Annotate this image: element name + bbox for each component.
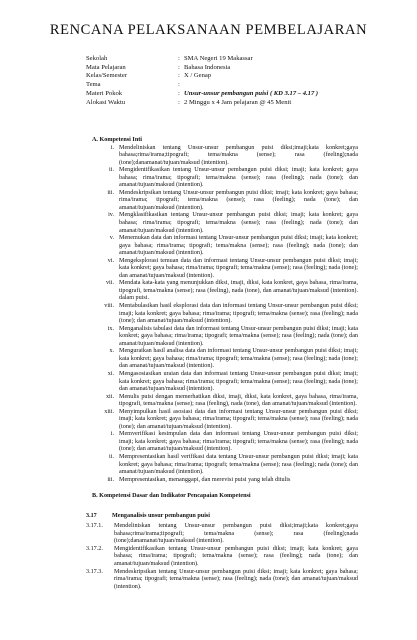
list-item-text: Mengklasifikasikan tentang Unsur-unsur pembangun puisi diksi; imaji; kata konkret; gaya bahasa; rima/irama; tipografi; tema/makna (sense); rasa (feeling); nada (tone); dan amanat/tujuan/maksud (intention). (119, 212, 358, 234)
meta-key: Alokasi Waktu (86, 98, 126, 106)
list-item (86, 145, 358, 168)
meta-row-school: Sekolah : SMA Negeri 19 Makassar (86, 55, 253, 62)
indicator-text: Mengidentifikasikan tentang Unsur-unsur pembangun puisi diksi; imaji; kata konkret; gaya bahasa; rima/irama; tipografi; tema/makna (sense); rasa (feeling); nada (tone); dan amanat/tujuan/maksud (intention). (114, 545, 358, 567)
list-item (86, 431, 358, 454)
list-item-number: vi. (107, 257, 114, 264)
list-item-number: ii. (109, 167, 114, 174)
list-item-number: iii. (107, 189, 114, 196)
meta-value: 2 Minggu x 4 Jam pelajaran @ 45 Menit (184, 98, 292, 106)
identity-table (86, 55, 318, 107)
list-item-text: Memverifikasi kesimpulan data dan informasi tentang Unsur-unsur pembangun puisi diksi; imaji; kata konkret; gaya bahasa; rima/irama; tipografi; tema/makna (sense); rasa (feeling); nada (tone); dan amanat/tujuan/maksud (intention). (119, 431, 358, 453)
list-item-text: Mengeksplorasi temuan data dan informasi tentang Unsur-unsur pembangun puisi diksi; imaji; kata konkret; gaya bahasa; rima/irama; tipografi; tema/makna (sense); rasa (feeling); nada (tone); dan amanat/tujuan/maksud (intention). (119, 257, 358, 279)
list-item-text: Menyimpulkan hasil asosiasi data dan informasi tentang Unsur-unsur pembangun puisi diksi; imaji; kata konkret; gaya bahasa; rima/irama; tipografi; tema/makna (sense); rasa (feeling); nada (tone); dan amanat/tujuan/maksud (intention). (119, 408, 358, 430)
indicator-number: 3.17.2. (86, 545, 103, 552)
meta-value: X / Genap (184, 72, 212, 80)
list-item (86, 454, 358, 477)
kd-list (86, 523, 358, 591)
list-item-text: Mengasosiasikan uraian data dan informasi tentang Unsur-unsur pembangun puisi diksi; imaji; kata konkret; gaya bahasa; rima/irama; tipografi; tema/makna (sense); rasa (feeling); nada (tone); dan amanat/tujuan/maksud (intention). (119, 370, 358, 393)
list-item-number: i. (110, 431, 114, 438)
indicator-item (86, 546, 358, 569)
list-item (86, 258, 358, 281)
list-item-text: Menguraikan hasil analisa data dan informasi tentang Unsur-unsur pembangun puisi diksi; imaji; kata konkret; gaya bahasa; rima/irama; tipografi; tema/makna (sense); rasa (feeling); nada (tone); dan amanat/tujuan/maksud (intention). (119, 348, 358, 370)
list-item-text: Mentabulasikan hasil eksplorasi data dan informasi tentang Unsur-unsur pembangun puisi diksi; imaji; kata konkret; gaya bahasa; rima/irama; tipografi; tema/makna (sense); rasa (feeling); nada (tone); dan amanat/tujuan/maksud (intention). (119, 303, 358, 325)
list-item-number: ix. (107, 325, 114, 332)
list-item (86, 167, 358, 190)
list-item-number: iv. (108, 212, 114, 219)
meta-key: Mata Pelajaran (86, 63, 126, 71)
list-item-text: Menulis puisi dengan memerhatikan diksi, imaji, diksi, kata konkret, gaya bahasa, rima/irama, tipografi, tema/makna (sense); rasa (feeling), nada (tone), dan amanat/tujuan/maksud (intention). (119, 393, 358, 408)
list-item (86, 303, 358, 326)
list-item-text: Mendeskripsikan tentang Unsur-unsur pembangun puisi diksi; imaji; kata konkret; gaya bahasa; rima/irama; tipografi; tema/makna (sense); rasa (feeling); nada (tone); dan amanat/tujuan/maksud (intention). (119, 189, 358, 211)
meta-row-time: Alokasi Waktu : 2 Minggu x 4 Jam pelajaran @ 45 Menit (86, 98, 292, 106)
meta-key: Sekolah (86, 55, 108, 62)
meta-value: Bahasa Indonesia (184, 63, 231, 71)
meta-row-class: Kelas/Semester : X / Genap (86, 72, 212, 80)
section-heading: A. Kompetensi Inti (92, 137, 142, 143)
list-item (86, 235, 358, 258)
ki-list (86, 145, 358, 485)
meta-key: Tema (86, 81, 101, 89)
indicator-number: 3.17.1. (86, 523, 103, 530)
list-item (86, 326, 358, 349)
list-item-text: Mempresentasikan hasil verifikasi data tentang Unsur-unsur pembangun puisi diksi; imaji; kata konkret; gaya bahasa; rima/irama; tipografi; tema/makna (sense); rasa (feeling); nada (tone); dan amanat/tujuan/maksud (intention). (119, 453, 358, 476)
list-item (86, 212, 358, 235)
indicator-number: 3.17.3. (86, 568, 103, 575)
list-item-text: Menganalisis tabulasi data dan informasi tentang Unsur-unsur pembangun puisi diksi; imaji; kata konkret; gaya bahasa; rima/irama; tipografi; tema/makna (sense); rasa (feeling); nada (tone); dan amanat/tujuan/maksud (intention). (119, 325, 358, 347)
kd-heading (86, 513, 358, 521)
list-item-number: i. (110, 144, 114, 151)
meta-key: Kelas/Semester (86, 72, 128, 80)
list-item (86, 409, 358, 432)
kd-title: Menganalisis unsur pembangun puisi (112, 512, 211, 519)
list-item-number: x. (109, 348, 114, 355)
list-item-text: Mendeliniskan tentang Unsur-unsur pembangun puisi diksi;imaji;kata konkret;gaya bahasa;rima/irama;tipografi; tema/makna (sense); rasa (feeling);nada (tone);danamanat/tujuan/maksud (intention). (119, 144, 358, 166)
list-item-number: vii. (105, 280, 114, 287)
kd-number: 3.17 (86, 512, 97, 519)
page-title: RENCANA PELAKSANAAN PEMBELAJARAN (49, 22, 368, 38)
indicator-text: Mendeskripsikan tentang Unsur-unsur pembangun puisi diksi; imaji; kata konkret; gaya bahasa; rima/irama; tipografi; tema/makna (sense); rasa (feeling); nada (tone); dan amanat/tujuan/maksud (intention). (114, 568, 358, 590)
meta-value: SMA Negeri 19 Makassar (184, 55, 253, 62)
meta-value: Unsur-unsur pembangun puisi ( KD 3.17 – 4.17 ) (184, 89, 319, 97)
list-item-number: xii. (105, 393, 114, 400)
meta-key: Materi Pokok (86, 89, 123, 97)
list-item (86, 394, 358, 409)
list-item-number: xi. (107, 370, 114, 377)
list-item-number: v. (109, 235, 114, 242)
list-item (86, 371, 358, 394)
document-body (86, 137, 358, 591)
indicator-item (86, 523, 358, 546)
meta-row-subject: Mata Pelajaran : Bahasa Indonesia (86, 63, 231, 71)
list-item-text: Mengidentifikasikan tentang Unsur-unsur pembangun puisi diksi; imaji; kata konkret; gaya bahasa; rima/irama; tipografi; tema/makna (sense); rasa (feeling); nada (tone); dan amanat/tujuan/maksud (intention). (119, 167, 358, 189)
list-item (86, 280, 358, 303)
list-item-number: ii. (109, 453, 114, 460)
list-item-number: viii. (104, 303, 114, 310)
list-item (86, 348, 358, 371)
meta-row-topic: Materi Pokok : Unsur-unsur pembangun puisi ( KD 3.17 – 4.17 ) (86, 89, 319, 97)
list-item-number: xiii. (104, 408, 114, 415)
list-item-text: Mendata kata-kata yang menunjukkan diksi, imaji, diksi, kata konkret, gaya bahasa, rima/irama, tipografi, tema/makna (sense); rasa (feeling), nada (tone), dan amanat/tujuan/maksud (intention). dalam puisi. (119, 280, 358, 302)
list-item-text: Mempresentasikan, menanggapi, dan merevisi puisi yang telah ditulis (119, 476, 291, 483)
list-item-number: iii. (107, 476, 114, 483)
list-item (86, 190, 358, 213)
meta-row-theme: Tema : (86, 81, 180, 89)
list-item (86, 477, 358, 485)
section-heading: B. Kompetensi Dasar dan Indikator Pencapaian Kompetensi (92, 493, 251, 500)
indicator-item (86, 569, 358, 592)
indicator-text: Mendeliniskan tentang Unsur-unsur pembangun puisi diksi;imaji;kata konkret;gaya bahasa;rima/irama;tipografi; tema/makna (sense); rasa (feeling);nada (tone);danamanat/tujuan/maksud (intention). (114, 523, 358, 545)
list-item-text: Menemukan data dan informasi tentang Unsur-unsur pembangun puisi diksi; imaji; kata konkret; gaya bahasa; rima/irama; tipografi; tema/makna (sense); rasa (feeling); nada (tone); dan amanat/tujuan/maksud (intention). (119, 235, 358, 257)
